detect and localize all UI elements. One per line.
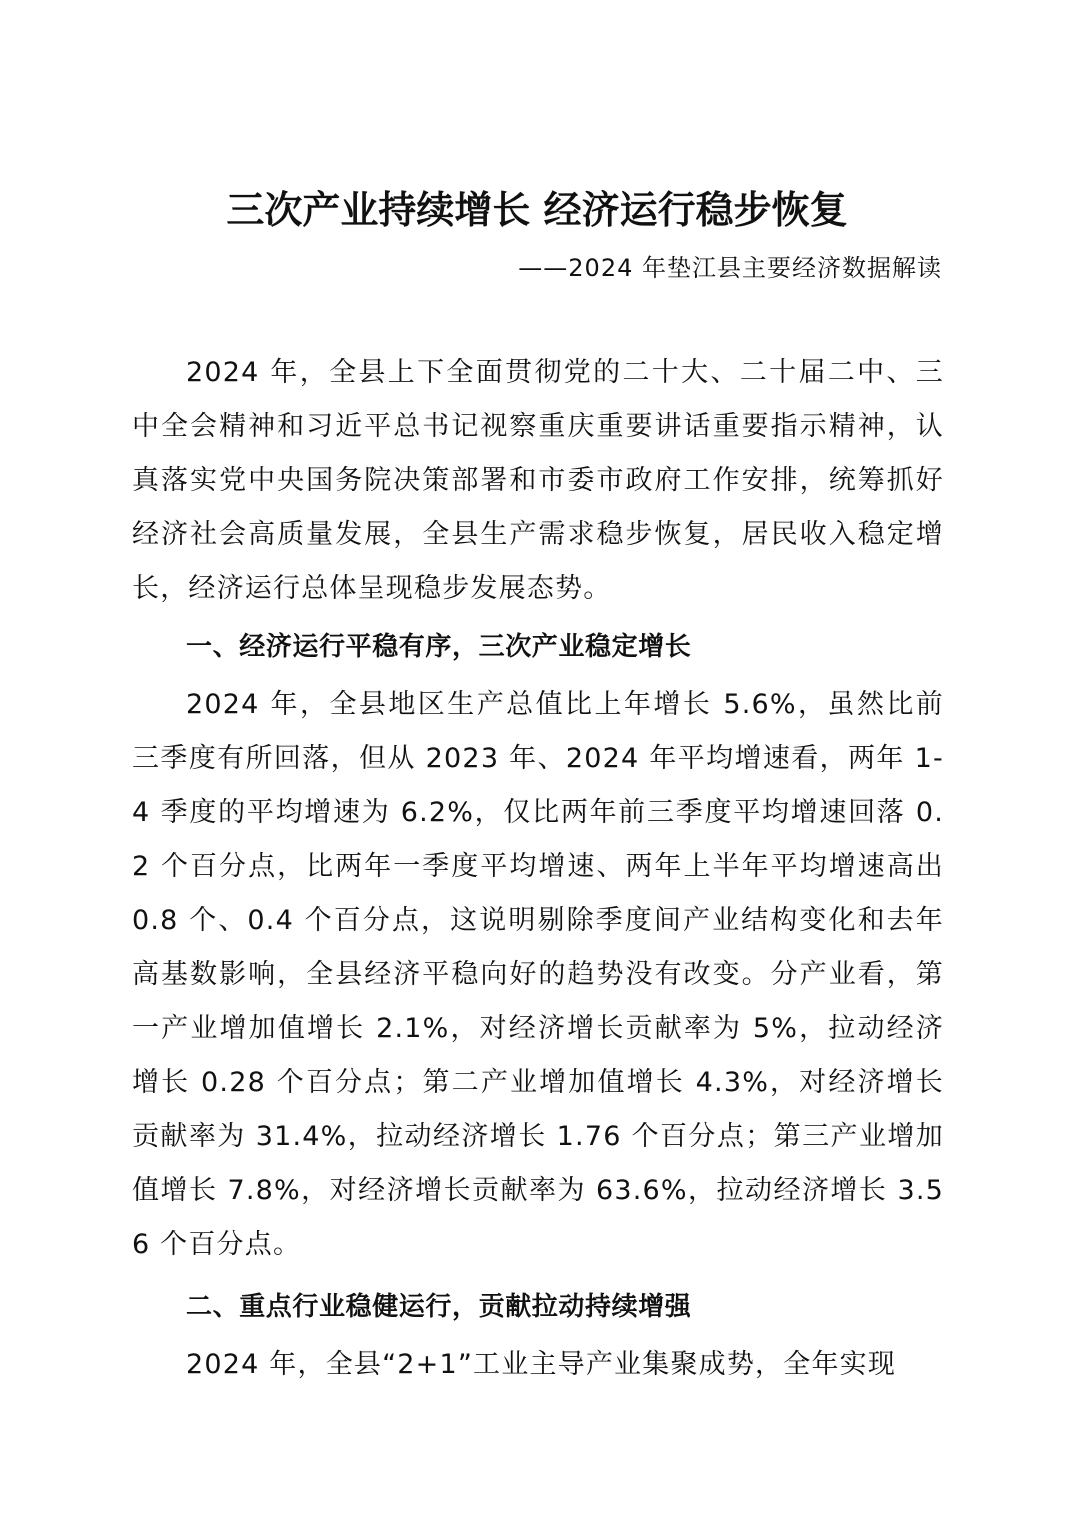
section-1-paragraph: 2024 年，全县地区生产总值比上年增长 5.6%，虽然比前三季度有所回落，但从 2023 年、2024 年平均增速看，两年 1-4 季度的平均增速为 6.2%，仅比两年前三季度平均增速回落 0.2 个百分点，比两年一季度平均增速、两年上半年平均增速高出 0.8 个、0.4 个百分点，这说明剔除季度间产业结构变化和去年高基数影响，全县经济平稳向好的趋势没有改变。分产业看，第一产业增加值增长 2.1%，对经济增长贡献率为 5%，拉动经济增长 0.28 个百分点；第二产业增加值增长 4.3%，对经济增长贡献率为 31.4%，拉动经济增长 1.76 个百分点；第三产业增加值增长 7.8%，对经济增长贡献率为 63.6%，拉动经济增长 3.56 个百分点。: [132, 689, 944, 1260]
document-title: 三次产业持续增长 经济运行稳步恢复: [226, 187, 848, 232]
section-1-heading: 一、经济运行平稳有序，三次产业稳定增长: [186, 632, 692, 662]
section-2-heading: 二、重点行业稳健运行，贡献拉动持续增强: [186, 1292, 692, 1322]
intro-paragraph: 2024 年，全县上下全面贯彻党的二十大、二十届二中、三中全会精神和习近平总书记视察重庆重要讲话重要指示精神，认真落实党中央国务院决策部署和市委市政府工作安排，统筹抓好经济社会高质量发展，全县生产需求稳步恢复，居民收入稳定增长，经济运行总体呈现稳步发展态势。: [132, 357, 944, 604]
section-2-paragraph: 2024 年，全县“2+1”工业主导产业集聚成势，全年实现: [186, 1349, 897, 1380]
document-body: [132, 346, 944, 1392]
document-subtitle: ——2024 年垫江县主要经济数据解读: [518, 254, 942, 282]
